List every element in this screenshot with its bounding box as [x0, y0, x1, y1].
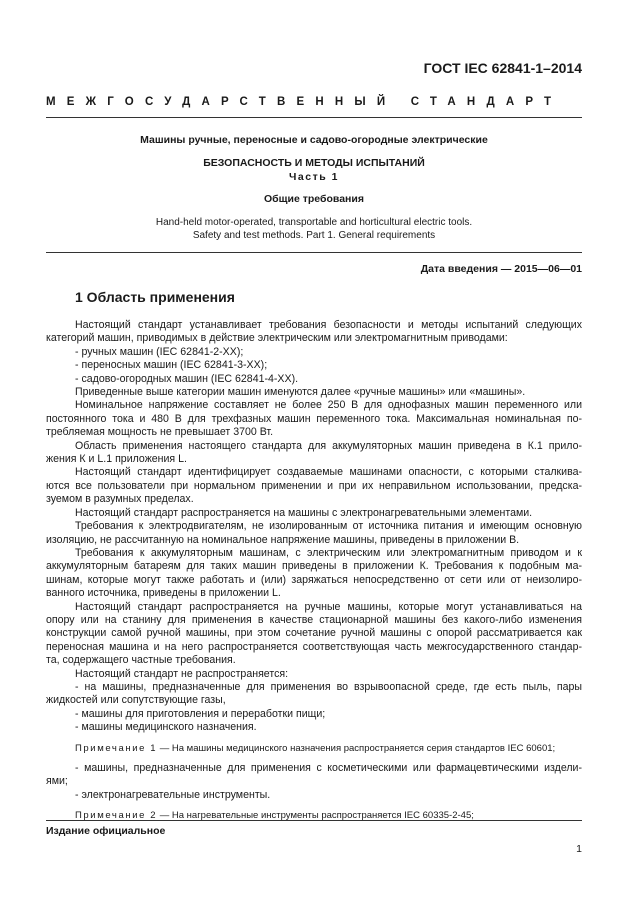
body-line: - ручных машин (IEC 62841-2-XX); — [75, 345, 244, 358]
note-1-text: — На машины медицинского назначения распространяется серия стандартов IEC 60601; — [157, 742, 556, 754]
body-line: постоянного тока и 480 В для трехфазных машин переменного тока. Максимальная номинальная по- — [46, 412, 582, 425]
interstate-standard-banner: МЕЖГОСУДАРСТВЕННЫЙ СТАНДАРТ — [46, 96, 563, 108]
body-line: Требования к аккумуляторным машинам, с электрическим или электромагнитным приводом и к — [75, 546, 582, 559]
english-title-line-2: Safety and test methods. Part 1. General requirements — [192, 230, 436, 241]
body-line: Номинальное напряжение составляет не более 250 В для однофазных машин переменного или — [75, 399, 582, 412]
body-line: Настоящий стандарт распространяется на ручные машины, которые могут устанавливаться на — [75, 600, 582, 613]
body-line: жения К и L.1 приложения L. — [46, 453, 187, 466]
body-line: изоляцию, не рассчитанную на номинальное напряжение машины, приведены в приложении В. — [46, 533, 520, 546]
section-body — [46, 319, 582, 823]
body-line: Настоящий стандарт устанавливает требования безопасности и методы испытаний следующих — [75, 319, 582, 331]
official-edition: Издание официальное — [46, 825, 166, 837]
header-rule — [46, 117, 582, 118]
body-line: ями; — [46, 775, 68, 788]
body-line: - электронагревательные инструменты. — [75, 788, 271, 801]
standard-part: Часть 1 — [289, 171, 339, 183]
body-line: ванного источника, приведены в приложении L. — [46, 587, 281, 600]
body-line: ются все пользователи при нормальном применении и при их неправильном использовании, предска- — [46, 479, 582, 492]
spacer — [75, 802, 582, 809]
body-line: - машины для приготовления и переработки пищи; — [75, 707, 326, 720]
title-rule — [46, 252, 582, 253]
body-line: - переносных машин (IEC 62841-3-XX); — [75, 359, 268, 372]
body-line: - машины медицинского назначения. — [75, 721, 257, 734]
section-heading: 1 Область применения — [75, 289, 235, 305]
body-line: - на машины, предназначенные для применения во взрывоопасной среде, где есть пыль, пары — [75, 680, 582, 693]
note-2-label: Примечание 2 — [75, 810, 158, 822]
body-line: - садово-огородных машин (IEC 62841-4-XX). — [75, 372, 299, 385]
body-line: конструкции самой ручной машины, при этом сочетание ручной машины с опорой рассматривается как — [46, 627, 582, 640]
page-number: 1 — [576, 843, 582, 855]
body-line: та, содержащего частные требования. — [46, 654, 236, 667]
note-1 — [75, 742, 582, 755]
body-line: Область применения настоящего стандарта для аккумуляторных машин приведена в К.1 прило- — [75, 439, 582, 452]
body-line: Требования к электродвигателям, не изолированным от источника питания и имеющим основную — [75, 520, 582, 533]
english-title-line-1: Hand-held motor-operated, transportable and horticultural electric tools. — [155, 217, 473, 228]
standard-title: БЕЗОПАСНОСТЬ И МЕТОДЫ ИСПЫТАНИЙ — [203, 157, 425, 169]
body-line: шинам, которые могут также работать и (или) заряжаться непосредственно от сети или от неизолиро- — [46, 573, 582, 586]
spacer — [75, 735, 582, 742]
note-2-text: — На нагревательные инструменты распространяется IEC 60335-2-45; — [157, 810, 474, 822]
body-line: опору или на станину для применения в качестве стационарной машины без какого-либо изменения — [46, 613, 582, 626]
body-line: зуемом в разумных пределах. — [46, 493, 194, 506]
body-line: Приведенные выше категории машин именуются далее «ручные машины» или «машины». — [75, 386, 526, 399]
body-line: Настоящий стандарт идентифицирует создаваемые машинами опасности, с которыми сталкива- — [75, 466, 582, 479]
standard-subject: Машины ручные, переносные и садово-огородные электрические — [140, 134, 488, 146]
introduction-date: Дата введения — 2015—06—01 — [420, 263, 582, 275]
body-line: Настоящий стандарт не распространяется: — [75, 667, 289, 680]
note-1-label: Примечание 1 — [75, 742, 158, 754]
body-line: аккумуляторным батареям для таких машин приведены в приложении К. Требования к подобным ма- — [46, 560, 582, 573]
body-line: переносная машина и на него распространяется соответствующая часть межгосударственного стандар- — [46, 640, 582, 653]
standard-subtitle: Общие требования — [264, 193, 364, 205]
spacer — [75, 755, 582, 762]
body-line: Настоящий стандарт распространяется на машины с электронагревательными элементами. — [75, 506, 533, 519]
body-line: жидкостей или сопутствующие газы, — [46, 694, 226, 707]
footer-rule — [46, 820, 582, 821]
body-line: категорий машин, приводимых в действие электрическим или электромагнитным приводами: — [46, 332, 508, 345]
body-line: - машины, предназначенные для применения с косметическими или фармацевтическими издели- — [75, 762, 582, 774]
gost-code: ГОСТ IEC 62841-1–2014 — [423, 60, 582, 76]
body-line: требляемая мощность не превышает 3700 Вт. — [46, 426, 274, 439]
